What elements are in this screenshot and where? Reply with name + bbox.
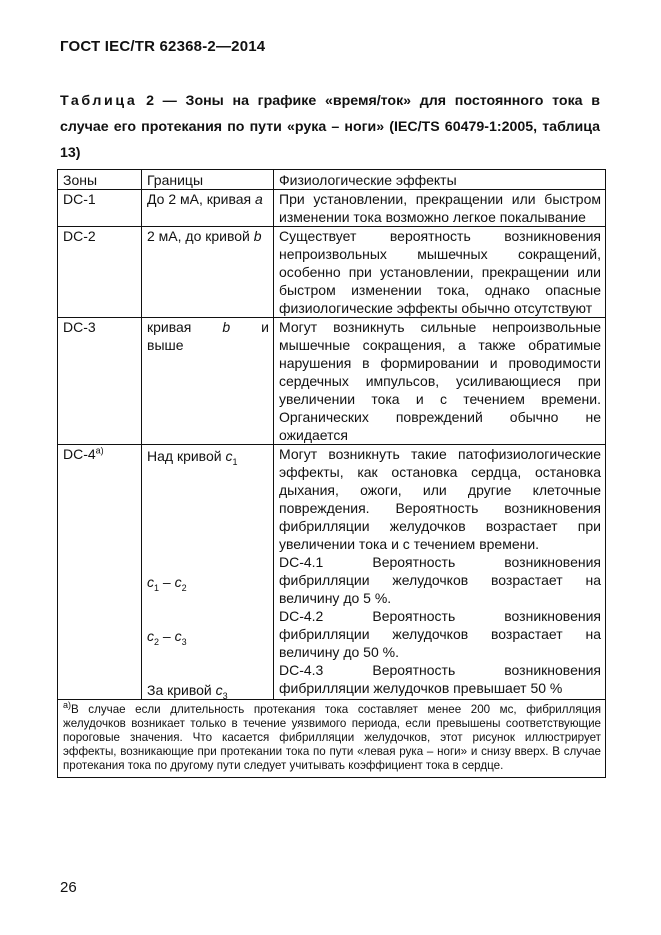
effect-text: Могут возникнуть такие патофизиологические эффекты, как остановка сердца, остановка дыхания, ожоги, или другие клеточные повреждения. Вероятность возникновения фибрилляции желудочков возрастает при увеличении тока и с течением времени.	[279, 446, 601, 552]
zone-label: DC-4	[63, 446, 96, 462]
table-row	[58, 318, 606, 445]
table-row	[58, 445, 606, 700]
footnote-mark: a)	[63, 700, 72, 711]
footnote-text: В случае если длительность протекания тока составляет менее 200 мс, фибрилляция желудочков возникает только в течение уязвимого периода, если превышены соответствующие пороговые значения. Что касается фибрилляции желудочков, этот рисунок иллюстрирует эффекты, возникающие при протекании тока по пути «левая рука – ноги» и снизу вверх. В случае протекания тока по другому пути следует учитывать коэффициент тока в сердце.	[63, 703, 601, 772]
header-effects: Физиологические эффекты	[274, 170, 606, 190]
effect-sub: DC-4.3 Вероятность возникновения фибрилляции желудочков превышает 50 %	[279, 662, 601, 696]
boundary-cell	[142, 190, 274, 227]
page-number: 26	[60, 879, 77, 896]
range-var-1: c	[215, 682, 223, 698]
range-var-1: c	[147, 574, 154, 590]
range-sub-2: 2	[181, 582, 187, 593]
effect-sub: DC-4.2 Вероятность возникновения фибрилляции желудочков возрастает на величину до 50 %.	[279, 608, 601, 660]
boundary-cell	[142, 445, 274, 700]
range-dash: –	[159, 628, 175, 644]
caption-text: 2 — Зоны на графике «время/ток» для постоянного тока в случае его протекания по пути «рука – ноги» (IEC/TS 60479-1:2005, таблица 13)	[60, 93, 600, 161]
footnote-ref: a)	[95, 445, 104, 456]
range-sub-1: 2	[154, 636, 160, 647]
range-sub-1: 3	[222, 690, 228, 701]
footnote-cell	[58, 700, 606, 778]
range-sub-2: 3	[181, 636, 187, 647]
range-var-2: c	[174, 628, 182, 644]
boundary-cell	[142, 318, 274, 445]
effect-sub: DC-4.1 Вероятность возникновения фибрилляции желудочков возрастает на величину до 5 %.	[279, 554, 601, 606]
footnote-row	[58, 700, 606, 778]
boundary-and: и	[261, 319, 269, 335]
effect-cell: Могут возникнуть сильные непроизвольные мышечные сокращения, а также обратимые нарушения в формировании и проводимости сердечных импульсов, усиливающиеся при увеличении тока и с течением времени. Органических повреждений обычно не ожидается	[274, 318, 606, 445]
effect-cell	[274, 445, 606, 700]
effect-cell: При установлении, прекращении или быстром изменении тока возможно легкое покалывание	[274, 190, 606, 227]
table-row	[58, 190, 606, 227]
table-row	[58, 227, 606, 318]
caption-word: Таблица	[60, 93, 138, 109]
document-header: ГОСТ IEC/TR 62368-2—2014	[60, 38, 266, 55]
boundary-var: c	[225, 448, 233, 464]
range-sub-1: 1	[154, 582, 160, 593]
boundary-text: Над кривой	[147, 448, 222, 464]
table-caption	[60, 88, 600, 166]
boundary-var: a	[255, 191, 263, 207]
boundary-cell	[142, 227, 274, 318]
table-header-row	[58, 170, 606, 190]
range-dash: –	[159, 574, 175, 590]
effect-cell: Существует вероятность возникновения непроизвольных мышечных сокращений, особенно при установлении, прекращении или быстром изменении тока, однако опасные физиологические эффекты обычно отсутствуют	[274, 227, 606, 318]
range-var-2: c	[174, 574, 182, 590]
zone-cell: DC-1	[58, 190, 142, 227]
boundary-text: До 2 мА, кривая	[147, 191, 252, 207]
boundary-suffix: выше	[147, 337, 184, 353]
boundary-text: 2 мА, до кривой	[147, 228, 250, 244]
range-var-1: c	[147, 628, 154, 644]
zone-cell: DC-3	[58, 318, 142, 445]
header-boundaries: Границы	[142, 170, 274, 190]
boundary-text: кривая	[147, 319, 192, 335]
zone-cell	[58, 445, 142, 700]
header-zones: Зоны	[58, 170, 142, 190]
zone-cell: DC-2	[58, 227, 142, 318]
boundary-sub: 1	[232, 456, 238, 467]
boundary-var: b	[253, 228, 262, 244]
boundary-var: b	[222, 319, 231, 335]
zones-table	[57, 169, 606, 778]
range-prefix: За кривой	[147, 682, 212, 698]
